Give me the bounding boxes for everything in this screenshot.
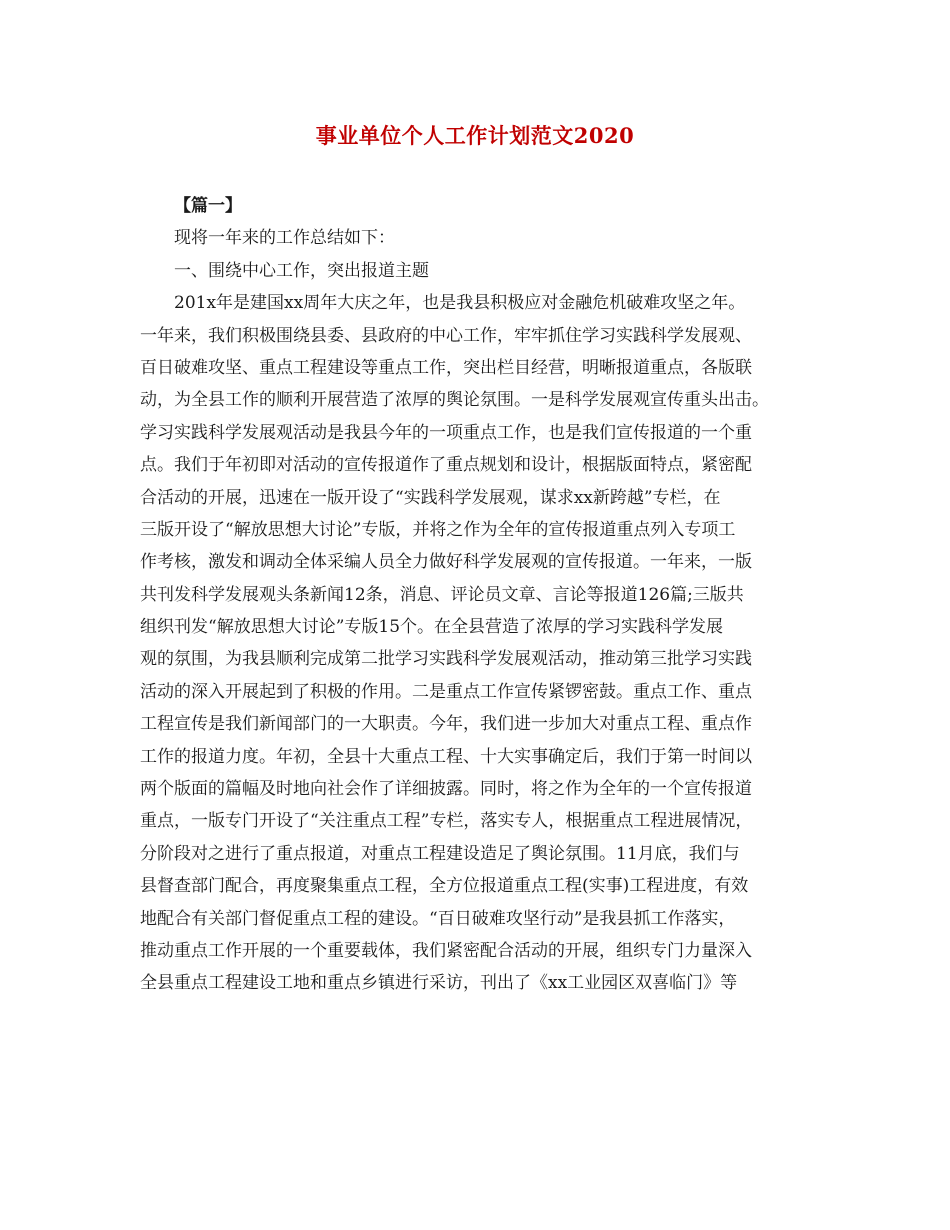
body-line: 共刊发科学发展观头条新闻12条，消息、评论员文章、言论等报道126篇;三版共 — [140, 584, 744, 605]
body-line: 推动重点工作开展的一个重要载体，我们紧密配合活动的开展，组织专门力量深入 — [140, 940, 752, 961]
body-line: 地配合有关部门督促重点工程的建设。“百日破难攻坚行动”是我县抓工作落实， — [140, 908, 736, 929]
body-line: 工作的报道力度。年初，全县十大重点工程、十大实事确定后，我们于第一时间以 — [140, 746, 752, 767]
body-line: 201x年是建国xx周年大庆之年，也是我县积极应对金融危机破难攻坚之年。 — [174, 293, 746, 314]
body-line: 合活动的开展，迅速在一版开设了“实践科学发展观，谋求xx新跨越”专栏，在 — [140, 487, 721, 508]
document-body — [140, 190, 820, 1000]
body-line: 作考核，激发和调动全体采编人员全力做好科学发展观的宣传报道。一年来，一版 — [140, 552, 752, 573]
body-line: 活动的深入开展起到了积极的作用。二是重点工作宣传紧锣密鼓。重点工作、重点 — [140, 681, 752, 702]
body-line: 全县重点工程建设工地和重点乡镇进行采访，刊出了《xx工业园区双喜临门》等 — [140, 973, 738, 994]
body-line: 观的氛围，为我县顺利完成第二批学习实践科学发展观活动，推动第三批学习实践 — [140, 649, 752, 670]
body-line: 工程宣传是我们新闻部门的一大职责。今年，我们进一步加大对重点工程、重点作 — [140, 714, 752, 735]
section-heading: 一、围绕中心工作，突出报道主题 — [174, 260, 429, 281]
document-title: 事业单位个人工作计划范文2020 — [315, 123, 635, 148]
body-line: 动，为全县工作的顺利开展营造了浓厚的舆论氛围。一是科学发展观宣传重头出击。 — [140, 390, 769, 411]
body-line: 三版开设了“解放思想大讨论”专版，并将之作为全年的宣传报道重点列入专项工 — [140, 519, 736, 540]
body-line: 两个版面的篇幅及时地向社会作了详细披露。同时，将之作为全年的一个宣传报道 — [140, 779, 752, 800]
body-line: 点。我们于年初即对活动的宣传报道作了重点规划和设计，根据版面特点，紧密配 — [140, 455, 752, 476]
body-line: 组织刊发“解放思想大讨论”专版15个。在全县营造了浓厚的学习实践科学发展 — [140, 617, 724, 638]
body-line: 分阶段对之进行了重点报道，对重点工程建设造足了舆论氛围。11月底，我们与 — [140, 843, 740, 864]
body-line: 一年来，我们积极围绕县委、县政府的中心工作，牢牢抓住学习实践科学发展观、 — [140, 325, 752, 346]
body-line: 县督查部门配合，再度聚集重点工程，全方位报道重点工程(实事)工程进度，有效 — [140, 876, 749, 897]
intro-paragraph: 现将一年来的工作总结如下： — [174, 228, 395, 249]
body-line: 重点，一版专门开设了“关注重点工程”专栏，落实专人，根据重点工程进展情况， — [140, 811, 753, 832]
body-line: 百日破难攻坚、重点工程建设等重点工作，突出栏目经营，明晰报道重点，各版联 — [140, 357, 752, 378]
section-tag: 【篇一】 — [174, 196, 242, 216]
body-line: 学习实践科学发展观活动是我县今年的一项重点工作，也是我们宣传报道的一个重 — [140, 422, 752, 443]
